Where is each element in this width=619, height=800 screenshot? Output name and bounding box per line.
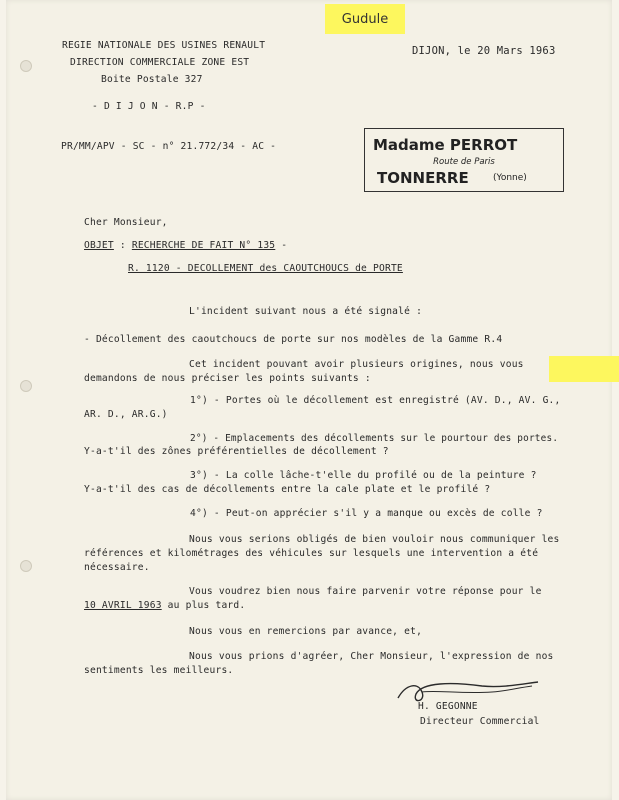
sticky-note-text: Gudule xyxy=(341,11,389,27)
sticky-note xyxy=(325,4,405,34)
letterhead-department: DIRECTION COMMERCIALE ZONE EST xyxy=(70,57,250,68)
punch-hole xyxy=(20,560,32,572)
signatory-title: Directeur Commercial xyxy=(420,716,540,727)
paragraph-1-line1: Nous vous serions obligés de bien vouloir nous communiquer les xyxy=(189,534,560,545)
paragraph-1-line3: nécessaire. xyxy=(84,562,150,573)
letter-date: DIJON, le 20 Mars 1963 xyxy=(412,45,556,57)
paragraph-4-line1: Nous vous prions d'agréer, Cher Monsieur, l'expression de nos xyxy=(189,651,554,662)
question-3-line2: Y-a-t'il des cas de décollements entre la cale plate et le profilé ? xyxy=(84,484,491,495)
subject-line xyxy=(84,240,287,251)
recipient-city: TONNERRE xyxy=(377,169,469,187)
question-1-line1: 1°) - Portes où le décollement est enregistré (AV. D., AV. G., xyxy=(190,395,561,406)
body-incident: - Décollement des caoutchoucs de porte sur nos modèles de la Gamme R.4 xyxy=(84,334,503,345)
recipient-name: Madame PERROT xyxy=(373,136,518,154)
body-intro: L'incident suivant nous a été signalé : xyxy=(189,306,423,317)
paragraph-2-line2 xyxy=(84,600,245,611)
letterhead-po-box: Boite Postale 327 xyxy=(101,74,203,85)
question-2-line2: Y-a-t'il des zônes préférentielles de décollement ? xyxy=(84,446,389,457)
subject-text: RECHERCHE DE FAIT N° 135 xyxy=(131,240,276,251)
subject-separator: : xyxy=(119,240,126,251)
body-request-line1: Cet incident pouvant avoir plusieurs origines, nous vous xyxy=(189,359,524,370)
deadline-rest: au plus tard. xyxy=(161,600,246,611)
recipient-region: (Yonne) xyxy=(493,173,527,183)
deadline-date: 10 AVRIL 1963 xyxy=(84,600,162,611)
reference-number: PR/MM/APV - SC - n° 21.772/34 - AC - xyxy=(61,141,277,152)
question-2-line1: 2°) - Emplacements des décollements sur le pourtour des portes. xyxy=(190,433,559,444)
subject-dash: - xyxy=(281,240,288,251)
letterhead-city: - D I J O N - R.P - xyxy=(92,101,206,112)
paragraph-2-line1: Vous voudrez bien nous faire parvenir votre réponse pour le xyxy=(189,586,542,597)
salutation: Cher Monsieur, xyxy=(84,217,168,228)
question-1-line2: AR. D., AR.G.) xyxy=(84,409,168,420)
address-stamp xyxy=(364,128,564,192)
paragraph-4-line2: sentiments les meilleurs. xyxy=(84,665,234,676)
subject-detail: R. 1120 - DECOLLEMENT des CAOUTCHOUCS de PORTE xyxy=(128,263,403,274)
paragraph-3: Nous vous en remercions par avance, et, xyxy=(189,626,423,637)
subject-label: OBJET xyxy=(84,240,114,251)
letterhead-company: REGIE NATIONALE DES USINES RENAULT xyxy=(62,40,266,51)
signatory-name: H. GEGONNE xyxy=(418,701,478,712)
question-3-line1: 3°) - La colle lâche-t'elle du profilé ou de la peinture ? xyxy=(190,470,537,481)
punch-hole xyxy=(20,60,32,72)
question-4: 4°) - Peut-on apprécier s'il y a manque ou excès de colle ? xyxy=(190,508,543,519)
punch-hole xyxy=(20,380,32,392)
paragraph-1-line2: références et kilométrages des véhicules sur lesquels une intervention a été xyxy=(84,548,539,559)
recipient-street: Route de Paris xyxy=(433,157,495,167)
sticky-note-margin xyxy=(549,356,619,382)
body-request-line2: demandons de nous préciser les points suivants : xyxy=(84,373,371,384)
